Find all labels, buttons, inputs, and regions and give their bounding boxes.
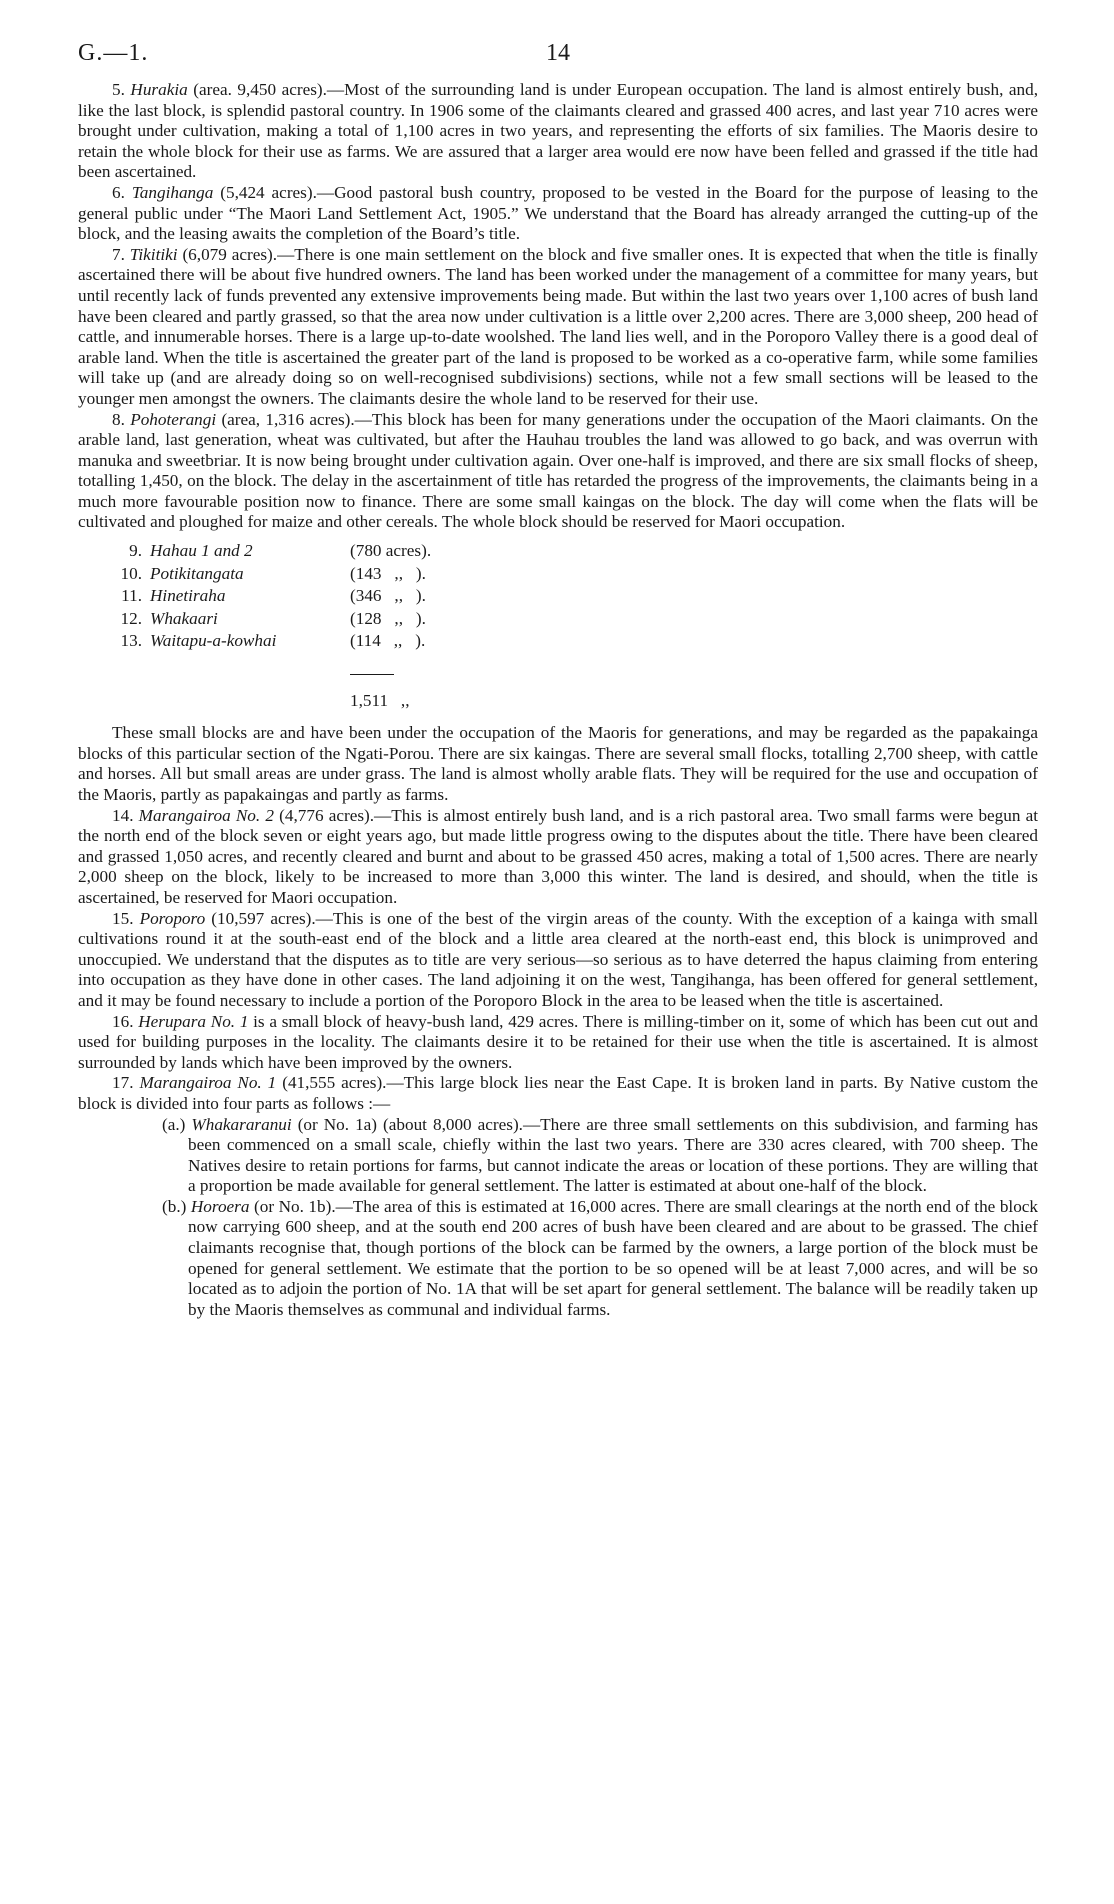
- paragraph-15: 15. Poroporo (10,597 acres).—This is one of the best of the virgin areas of the county. With the exception of a kainga with small cultivations round it at the south-east end of the block and a little area cleared at the north-east end, this block is unimproved and unoccupied. We understand that the disputes as to title are very serious—so serious as to have deterred the hapus claiming from entering into occupation as they have done in other cases. The land adjoining it on the west, Tangihanga, has been offered for general settlement, and it may be found necessary to include a portion of the Poroporo Block in the area to be leased when the title is ascertained.: [78, 908, 1039, 1010]
- list-item: 13. Waitapu-a-kowhai (114 ,, ).: [120, 631, 426, 651]
- block-name: Pohoterangi: [130, 409, 217, 429]
- paragraph-17: 17. Marangairoa No. 1 (41,555 acres).—This large block lies near the East Cape. It is broken land in parts. By Native custom the block is divided into four parts as follows :—: [78, 1073, 1039, 1113]
- small-blocks-list: [112, 541, 431, 713]
- block-name: Poroporo: [139, 908, 206, 928]
- block-name: Herupara No. 1: [138, 1011, 249, 1031]
- block-name: Marangairoa No. 1: [139, 1073, 277, 1093]
- document-page: [78, 40, 1038, 1320]
- block-name: Horoera: [190, 1196, 250, 1216]
- paragraph-5: 5. Hurakia (area. 9,450 acres).—Most of the surrounding land is under European occupation. The land is almost entirely bush, and, like the last block, is splendid pastoral country. In 1906 some of the claimants cleared and grassed 400 acres, and last year 710 acres were brought under cultivation, making a total of 1,100 acres in two years, and representing the efforts of six families. The Maoris desire to retain the whole block for their use as farms. We are assured that a larger area would ere now have been felled and grassed if the title had been ascertained.: [78, 80, 1039, 182]
- paragraph-14: 14. Marangairoa No. 2 (4,776 acres).—This is almost entirely bush land, and is a rich pastoral area. Two small farms were begun at the north end of the block seven or eight years ago, but made little progress owing to the disputes about the title. There have been cleared and grassed 1,050 acres, and recently cleared and burnt and about to be grassed 450 acres, making a total of 1,500 acres. There are nearly 2,000 sheep on the block, likely to be increased to more than 3,000 this winter. The land is desired, and should, when the title is ascertained, be reserved for Maori occupation.: [78, 805, 1039, 907]
- list-item: 9. Hahau 1 and 2 (780 acres).: [129, 541, 432, 561]
- paragraph-6: 6. Tangihanga (5,424 acres).—Good pastoral bush country, proposed to be vested in the Board for the purpose of leasing to the general public under “The Maori Land Settlement Act, 1905.” We understand that the Board has already arranged the cutting-up of the block, and the leasing awaits the completion of the Board’s title.: [78, 182, 1039, 244]
- parliamentary-paper-code: G.—1.: [78, 40, 149, 66]
- total-row: [112, 654, 431, 713]
- total-rule: [350, 674, 394, 675]
- paragraph-8: 8. Pohoterangi (area, 1,316 acres).—This block has been for many generations under the occupation of the Maori claimants. On the arable land, last generation, wheat was cultivated, but after the Hauhau troubles the land was allowed to go back, and was overrun with manuka and sweetbriar. It is now being brought under cultivation again. Over one-half is improved, and there are six small flocks of sheep, totalling 1,450, on the block. The delay in the ascertainment of title has retarded the progress of the improvements, the claimants being in a much more favourable position now to finance. There are some small kaingas on the block. The day will come when the flats will be cultivated and ploughed for maize and other cereals. The whole block should be reserved for Maori occupation.: [78, 409, 1039, 532]
- list-item: 11. Hinetiraha (346 ,, ).: [121, 586, 426, 606]
- paragraph-small-blocks: These small blocks are and have been under the occupation of the Maoris for generations, and may be regarded as the papakainga blocks of this particular section of the Ngati-Porou. There are six kaingas. There are several small flocks, totalling 2,700 sheep, with cattle and horses. All but small areas are under grass. The land is almost wholly arable flats. They will be required for the use and occupation of the Maoris, partly as papakaingas and partly as farms.: [78, 723, 1038, 804]
- subparagraph-17a: (a.) Whakararanui (or No. 1a) (about 8,000 acres).—There are three small settlements on this subdivision, and farming has been commenced on a small scale, chiefly within the last two years. There are 330 acres cleared, with 700 sheep. The Natives desire to retain portions for farms, but cannot indicate the areas or location of these portions. They are willing that a proportion be made available for general settlement. The latter is estimated at about one-half of the block.: [162, 1114, 1039, 1196]
- block-name: Marangairoa No. 2: [138, 805, 274, 825]
- block-name: Tikitiki: [129, 244, 178, 264]
- paragraph-16: 16. Herupara No. 1 is a small block of heavy-bush land, 429 acres. There is milling-timber on it, some of which has been cut out and used for building purposes in the locality. The claimants desire it to be retained for their use when the title is ascertained. It is almost surrounded by lands which have been improved by the owners.: [78, 1011, 1039, 1072]
- page-header: [78, 40, 1038, 80]
- block-name: Tangihanga: [131, 182, 214, 202]
- list-item: 10. Potikitangata (143 ,, ).: [120, 563, 426, 583]
- block-name: Hurakia: [130, 80, 188, 99]
- total-acres: 1,511 ,,: [350, 690, 410, 710]
- page-number: 14: [546, 40, 570, 66]
- paragraph-7: 7. Tikitiki (6,079 acres).—There is one main settlement on the block and five smaller ones. It is expected that when the title is finally ascertained there will be about five hundred owners. The land has been worked under the management of a committee for many years, but until recently lack of funds prevented any extensive improvements being made. But within the last two years over 1,100 acres of bush land have been cleared and partly grassed, so that the area now under cultivation is a little over 2,200 acres. There are 3,000 sheep, 200 head of cattle, and innumerable horses. There is a large up-to-date woolshed. The land lies well, and in the Poroporo Valley there is a good deal of arable land. When the title is ascertained the greater part of the land is proposed to be worked as a co-operative farm, while some families will take up (and are already doing so on well-recognised subdivisions) sections, while not a few small sections will be leased to the younger men amongst the owners. The claimants desire the whole land to be reserved for their use.: [78, 244, 1039, 408]
- list-item: 12. Whakaari (128 ,, ).: [120, 608, 426, 628]
- subparagraph-17b: (b.) Horoera (or No. 1b).—The area of this is estimated at 16,000 acres. There are small clearings at the north end of the block now carrying 600 sheep, and at the south end 200 acres of bush have been cleared and are about to be grassed. The chief claimants recognise that, though portions of the block can be farmed by the owners, a large portion of the block must be opened for general settlement. We estimate that the portion to be so opened will be at least 7,000 acres, and will be so located as to adjoin the portion of No. 1A that will be set apart for general settlement. The balance will be readily taken up by the Maoris themselves as communal and individual farms.: [162, 1196, 1039, 1319]
- block-name: Whakararanui: [191, 1114, 292, 1134]
